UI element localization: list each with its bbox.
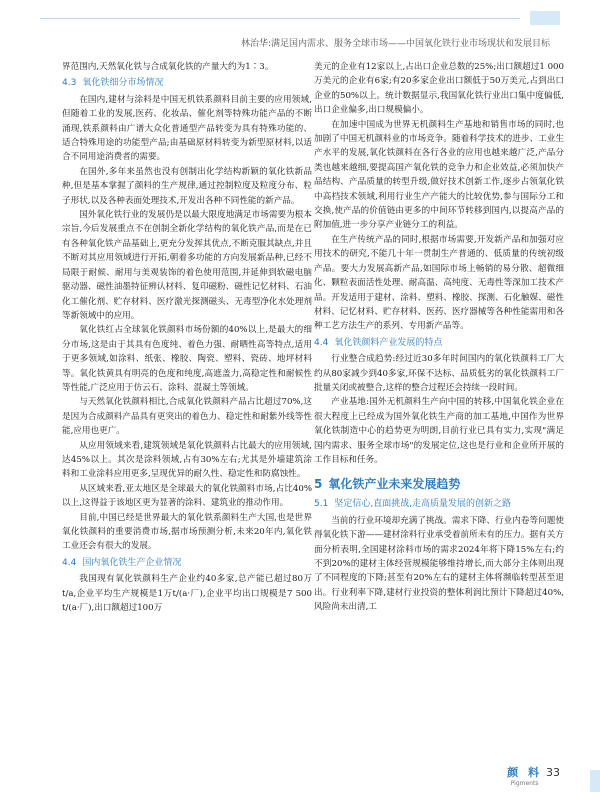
section-number: 5 [314,477,323,492]
section-heading-4-3 [62,76,312,90]
paragraph: 在国外,多年来虽然也没有创制出化学结构新颖的氧化铁新品种,但是基本掌握了颜料的生产规律,通过控制粒度及粒度分布、粒子形状,以及各种表面处理技术,开发出各种不同性能的新产品。 [62,166,312,206]
paragraph: 在加速中国成为世界无机颜料生产基地和销售市场的同时,也加剧了中国无机颜料业的市场竞争。随着科学技术的进步、工业生产水平的发展,氧化铁颜料在各行各业的应用也越来越广泛,产品分类也越来越细,要提高国产氧化铁的竞争力和企业效益,必须加快产品结构、产品质量的转型升级,做好技术创新工作,逐步占领氧化铁中高档技术领域,利用行业生产产能大的比较优势,参与国际分工和交换,使产品的价值链由更多的中间环节转移到国内,以提高产品的附加值,进一步分享产业链分工的利益。 [314,119,564,231]
paragraph: 当前的行业环境却充满了挑战。需求下降、行业内卷等问题使得氧化铁下游——建材涂料行业承受着前所未有的压力。据有关方面分析表明,全国建材涂料市场的需求2024年将下降15%左右;约不到20%的建材主体经营规模能够维持增长,而大部分主体则出现了不同程度的下降;甚至有20%左右的建材主体将濒临转型甚至退出。行业利率下降,建材行业投资的整体利润比预计下降超过40%,风险尚未出清,工 [314,515,564,613]
journal-logo-en: Pigments [510,780,539,787]
paragraph: 美元的企业有12家以上,占出口企业总数的25%;出口额超过1 000万美元的企业有6家;有20多家企业出口额低于50万美元,占到出口企业的50%以上。统计数据显示,我国氧化铁行业出口集中度偏低,出口企业偏多,出口规模偏小。 [314,62,564,116]
section-heading-5-1 [314,497,564,511]
section-title: 氧化铁颜料产业发展的特点 [334,337,443,348]
paragraph: 产业基地:国外无机颜料生产向中国的转移,中国氧化铁企业在很大程度上已经成为国外氧化铁生产商的加工基地,中国作为世界氧化铁制造中心的趋势更为明朗,目前行业已具有实力,实现"满足国内需求、服务全球市场"的发展定位,这也是行业和企业所开展的工作目标和任务。 [314,397,564,465]
journal-logo [507,764,542,787]
section-number: 4.4 [314,337,329,348]
paragraph: 从区域来看,亚太地区是全球最大的氧化铁颜料市场,占比40%以上,这得益于该地区更为显著的涂料、建筑业的推动作用。 [62,483,312,509]
section-title: 氧化铁产业未来发展趋势 [328,477,461,492]
section-number: 4.4 [62,557,77,568]
header-corner-box [530,11,560,25]
section-title: 国内氧化铁生产企业情况 [82,557,182,568]
section-heading-4-4 [62,556,312,570]
page-number: 33 [546,766,560,779]
left-column [62,60,312,615]
paragraph: 从应用领域来看,建筑领域是氧化铁颜料占比最大的应用领域,达45%以上。其次是涂料领域,占有30%左右;尤其是外墙建筑涂料和工业涂料应用更多,呈现优异的耐久性、稳定性和防腐蚀性。 [62,440,312,480]
running-head: 林治华:满足国内需求、服务全球市场——中国氧化铁行业市场现状和发展目标 [240,39,550,49]
paragraph: 在国内,建材与涂料是中国无机铁系颜料目前主要的应用领域,但随着工业的发展,医药、化妆品、催化剂等特殊功能产品的不断涌现,铁系颜料由广谱大众化普通型产品转变为具有特殊功能的、适合特殊用途的功能型产品;由基础原材料转变为新型原材料,以适合不同用途消费者的需要。 [62,94,312,163]
section-heading-4-4-features [314,336,564,350]
paragraph: 在生产传统产品的同时,根据市场需要,开发新产品和加强对应用技术的研究,不能几十年一贯制生产普通的、低质量的传统初级产品。要大力发展高新产品,如国际市场上畅销的易分散、超微细化、颗粒表面活性处理、耐高温、高纯度、无毒性等深加工技术产品。开发适用于建材、涂料、塑料、橡胶、探测、石化触媒、磁性材料、记忆材料、贮存材料、医药、医疗器械等各种性能需用和各种工艺方法生产的系列、专用新产品等。 [314,234,564,332]
paragraph: 与天然氧化铁颜料相比,合成氧化铁颜料产品占比超过70%,这是因为合成颜料产品具有更突出的着色力、稳定性和耐紫外线等性能,应用也更广。 [62,397,312,437]
paragraph: 行业整合成趋势:经过近30多年时间国内的氧化铁颜料工厂大约从80家减少到40多家,环保不达标、品质低劣的氧化铁颜料工厂批量关闭或被整合,这样的整合过程还会持续一段时间。 [314,354,564,393]
section-number: 4.3 [62,78,77,89]
section-title: 坚定信心,直面挑战,走高质量发展的创新之路 [334,499,512,510]
header-rule [40,18,520,19]
section-number: 5.1 [314,499,329,510]
right-column [314,60,564,615]
paragraph: 国外氧化铁行业的发展仍是以最大限度地满足市场需要为根本宗旨,今后发展重点不在创制全新化学结构的氧化铁产品,而是在已有各种氧化铁产品基础上,更充分发挥其优点,不断克服其缺点,并且不断对其应用领域进行开拓,朝着多功能的方向发展新品种,已经不局限于耐候、耐用与美观装饰的着色使用范围,并延伸到软磁电脑驱动器、磁性油墨特征辨认材料、复印磁粉、磁性记忆材料、石油化工催化剂、贮存材料、医疗激光探测磁头、无毒型净化水处理剂等新领域中的应用。 [62,210,312,321]
paragraph: 氧化铁红占全球氧化铁颜料市场份额的40%以上,是最大的细分市场,这是由于其具有色度纯、着色力强、耐晒性高等特点,适用于更多领域,如涂料、纸张、橡胶、陶瓷、塑料、瓷砖、地坪材料等。氧化铁黄具有明亮的色度和纯度,高遮盖力,高稳定性和耐候性等性能,广泛应用于仿云石、涂料、混凝土等领域。 [62,325,312,393]
section-title: 氧化铁细分市场情况 [82,78,164,89]
page-edge-tab [590,770,600,792]
journal-logo-zh: 颜 料 [507,766,542,779]
section-heading-5 [314,475,564,493]
paragraph: 我国现有氧化铁颜料生产企业约40多家,总产能已超过80万t/a,企业平均生产规模是1万t/(a·厂),企业平均出口规模是7 500 t/(a·厂),出口额超过100万 [62,574,312,614]
paragraph: 界范围内,天然氧化铁与合成氧化铁的产量大约为1∶3。 [62,62,274,72]
paragraph: 目前,中国已经是世界最大的氧化铁系颜料生产大国,也是世界氧化铁颜料的重要消费市场,据市场预测分析,未来20年内,氧化铁工业还会有很大的发展。 [62,512,312,552]
